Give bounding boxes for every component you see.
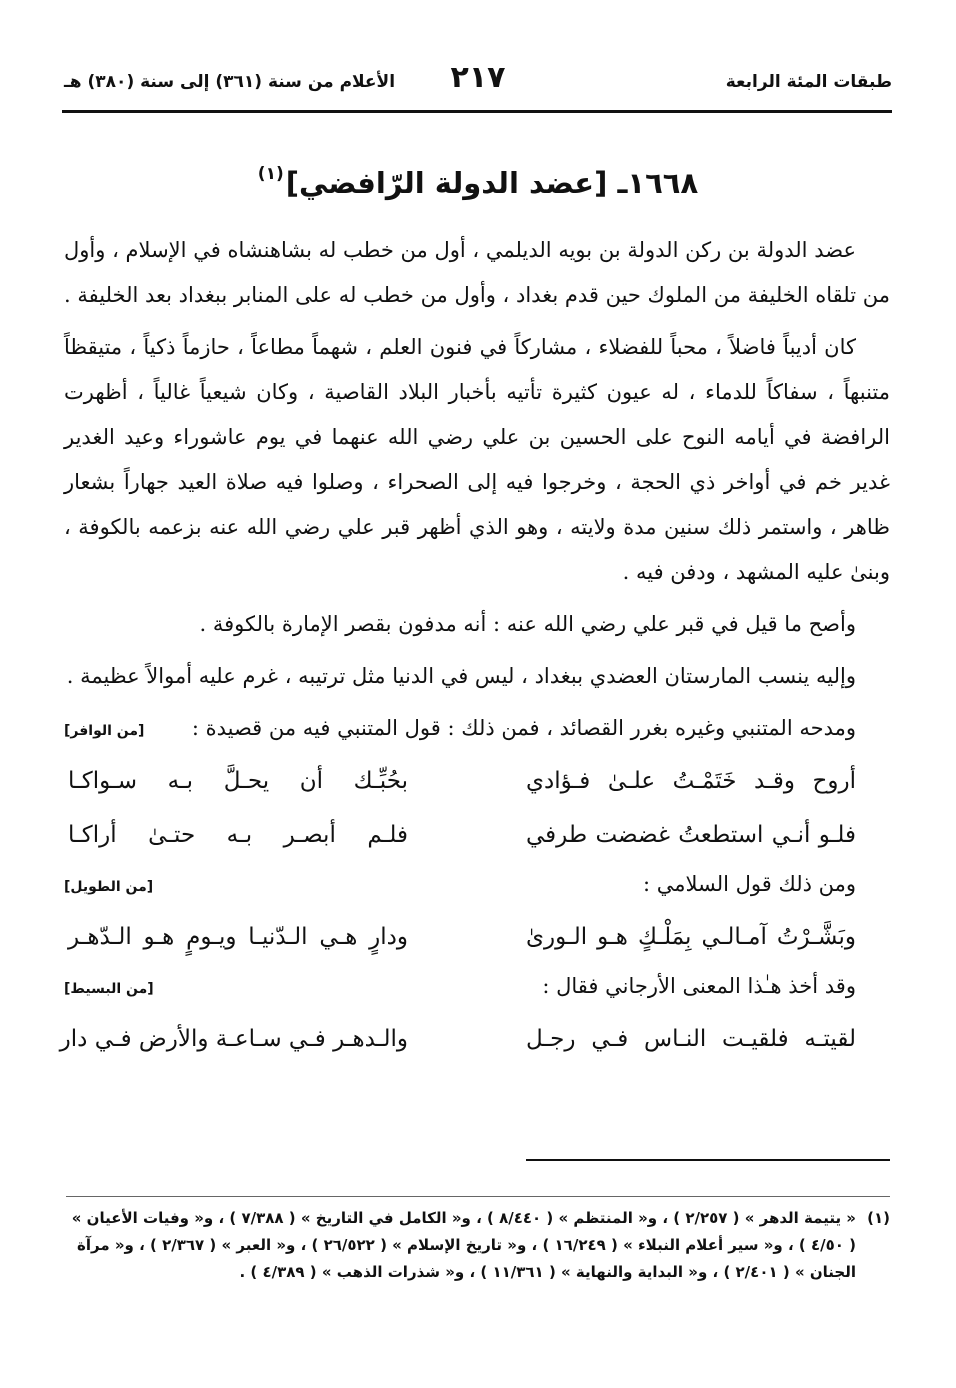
verse-line xyxy=(64,910,890,964)
footnote-marker: (١) xyxy=(867,1209,890,1227)
meter-label: [من البسيط] xyxy=(64,981,154,997)
poem-intro-text: وقد أخذ هـٰذا المعنى الأرجاني فقال : xyxy=(542,974,856,998)
verse-line xyxy=(64,754,890,808)
footnote-text: الجنان » ( ٢/٤٠١ ) ، و« البداية والنهاية » ( ١١/٣٦١ ) ، و« شذرات الذهب » ( ٤/٣٨٩ ) . xyxy=(239,1263,856,1281)
meter-label: [من الطويل] xyxy=(64,879,154,895)
verse-second-hemistich: ودارٍ هـي الـدّنيـا ويـومٍ هـو الـدّهـر xyxy=(68,923,408,950)
meter-label: [من الوافر] xyxy=(64,723,145,739)
footnotes xyxy=(64,1205,890,1286)
footnote-rule xyxy=(66,1196,890,1197)
poem-intro-arrajani xyxy=(64,964,890,1012)
paragraph-character: كان أديباً فاضلاً ، محباً للفضلاء ، مشاركاً في فنون العلم ، شهماً مطاعاً ، حازماً ذكياً ، متيقظاً متنبهاً ، سفاكاً للدماء ، له عيون كثيرة تأتيه بأخبار البلاد القاصية ، وكان شيعياً غالياً ، أظهرت الرافضة في أيامه النوح على الحسين بن علي رضي الله عنهما في يوم عاشوراء وعيد الغدير غدير خم في أواخر ذي الحجة ، وخرجوا فيه إلى الصحراء ، وصلوا فيه صلاة العيد جهاراً بشعار ظاهر ، واستمر ذلك سنين مدة ولايته ، وهو الذي أظهر قبر علي رضي الله عنه بزعمه بالكوفة ، وبنىٰ عليه المشهد ، ودفن فيه . xyxy=(64,335,890,584)
poem-intro-text: ومدحه المتنبي وغيره بغرر القصائد ، فمن ذلك : قول المتنبي فيه من قصيدة : xyxy=(191,716,856,740)
title-footnote-marker: (١) xyxy=(257,164,284,184)
verse-first-hemistich: وبَشَّـرْتُ آمـالـي بِمَلْـكٍ هـو الـورىٰ xyxy=(526,923,856,950)
footnote-text: « يتيمة الدهر » ( ٢/٢٥٧ ) ، و« المنتظم » ( ٨/٤٤٠ ) ، و« الكامل في التاريخ » ( ٧/٣٨٨ ) ، و« وفيات الأعيان » xyxy=(71,1209,856,1227)
verse-first-hemistich: لقيتـه فلقيـت النـاس فـي رجـل xyxy=(526,1025,856,1052)
verse-second-hemistich: والـدهـر فـي سـاعـة والأرض فـي دار xyxy=(59,1025,408,1052)
paragraph-tomb: وأصح ما قيل في قبر علي رضي الله عنه : أنه مدفون بقصر الإمارة بالكوفة . xyxy=(199,612,856,636)
poem-intro-salami xyxy=(64,862,890,910)
running-header-section: طبقات المئة الرابعة xyxy=(725,72,892,92)
page-number: ٢١٧ xyxy=(450,60,506,95)
entry-title xyxy=(0,164,956,200)
footnote-line xyxy=(64,1232,890,1259)
verse-line xyxy=(64,808,890,862)
footnote-text: ( ٤/٥٠ ) ، و« سير أعلام النبلاء » ( ١٦/٢٤٩ ) ، و« تاريخ الإسلام » ( ٢٦/٥٢٢ ) ، و« العبر » ( ٢/٣٦٧ ) ، و« مرآة xyxy=(77,1236,856,1254)
verse-second-hemistich: فلـم أبصـر بـه حتـىٰ أراكـا xyxy=(68,821,408,848)
verse-first-hemistich: أروح وقـد خَتَمْـتُ علـىٰ فـؤادي xyxy=(526,767,856,794)
paragraph-intro: عضد الدولة بن ركن الدولة بن بويه الديلمي ، أول من خطب له بشاهنشاه في الإسلام ، وأول من تلقاه الخليفة من الملوك حين قدم بغداد ، وأول من خطب له على المنابر ببغداد بعد الخليفة . xyxy=(64,238,890,307)
poem-intro-text: ومن ذلك قول السلامي : xyxy=(643,872,856,896)
entry-title-text: ١٦٦٨ـ [عضد الدولة الرّافضي] xyxy=(285,166,699,200)
verse-end-rule xyxy=(526,1159,890,1161)
footnote-line xyxy=(64,1205,890,1232)
verse-second-hemistich: بحُبِّـك أن يحـلَّ بـه سـواكـا xyxy=(68,767,408,794)
poem-intro-mutanabbi xyxy=(64,706,890,754)
paragraph-hospital: وإليه ينسب المارستان العضدي ببغداد ، ليس في الدنيا مثل ترتيبه ، غرم عليه أموالاً عظيمة . xyxy=(66,664,856,688)
running-header-range: الأعلام من سنة (٣٦١) إلى سنة (٣٨٠) هـ xyxy=(64,72,396,92)
header-rule xyxy=(62,110,892,113)
entry-body xyxy=(59,228,890,1066)
verse-first-hemistich: فلـو أنـي استطعتُ غضضت طرفي xyxy=(526,821,856,848)
verse-line xyxy=(59,1012,890,1066)
footnote-line xyxy=(64,1259,890,1286)
